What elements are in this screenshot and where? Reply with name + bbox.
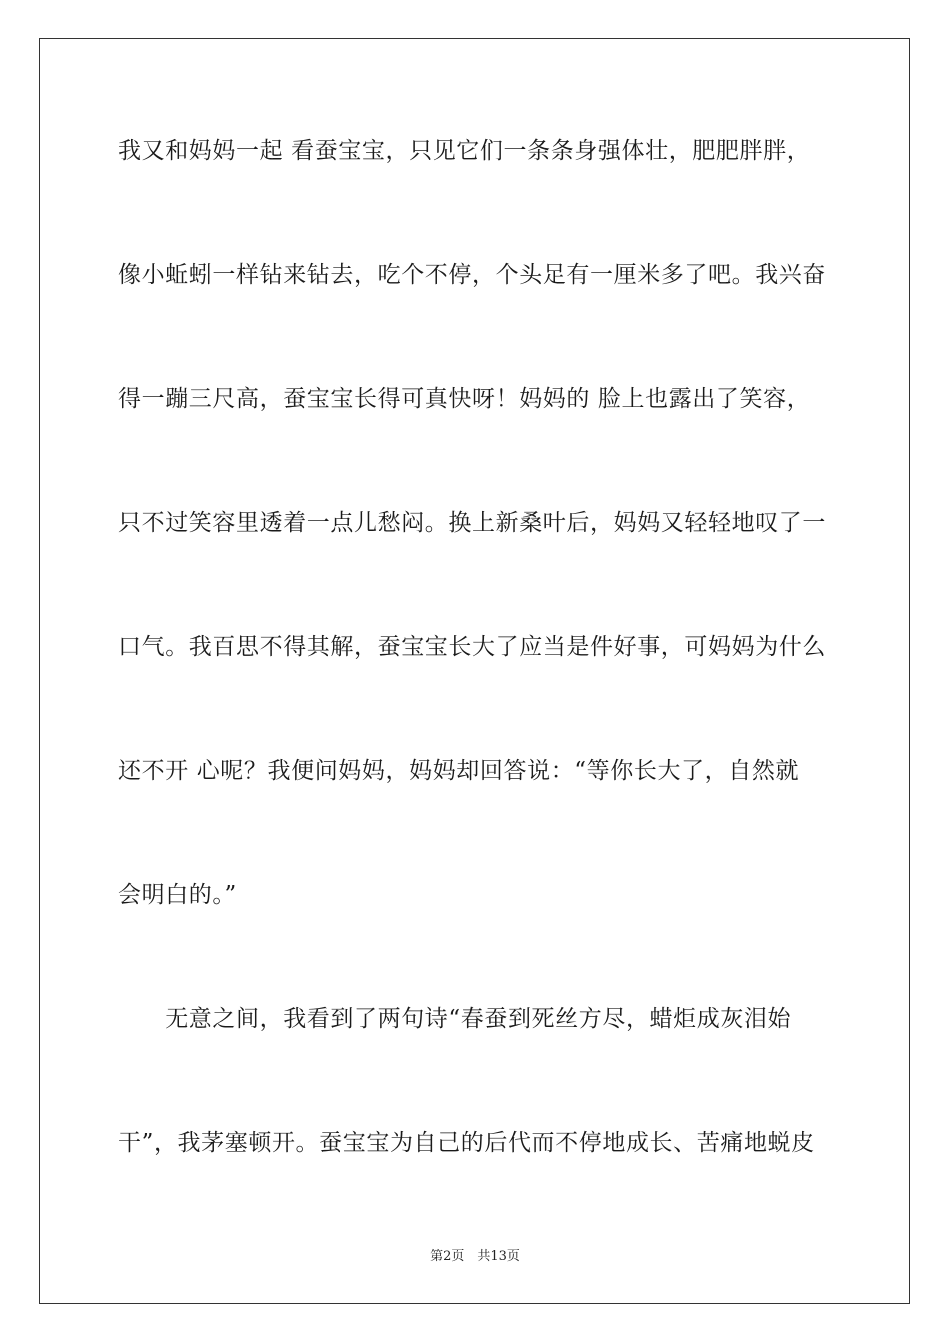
paragraph-line: 得一蹦三尺高，蚕宝宝长得可真快呀！妈妈的 脸上也露出了笑容， xyxy=(118,386,811,412)
paragraph-line: 我又和妈妈一起 看蚕宝宝，只见它们一条条身强体壮，肥肥胖胖， xyxy=(118,138,811,164)
paragraph-line: 像小蚯蚓一样钻来钻去，吃个不停，个头足有一厘米多了吧。我兴奋 xyxy=(118,262,826,288)
page-number-footer: 第2页 共13页 xyxy=(430,1249,520,1264)
paragraph-line: 还不开 心呢？我便问妈妈，妈妈却回答说：“等你长大了，自然就 xyxy=(118,758,800,784)
paragraph-line: 干”，我茅塞顿开。蚕宝宝为自己的后代而不停地成长、苦痛地蜕皮 xyxy=(118,1130,815,1156)
paragraph-line: 口气。我百思不得其解，蚕宝宝长大了应当是件好事，可妈妈为什么 xyxy=(118,634,826,660)
paragraph-line: 会明白的。” xyxy=(118,882,237,908)
paragraph-line: 只不过笑容里透着一点儿愁闷。换上新桑叶后，妈妈又轻轻地叹了一 xyxy=(118,510,826,536)
page-border xyxy=(39,38,910,1304)
paragraph-line: 无意之间，我看到了两句诗“春蚕到死丝方尽，蜡炬成灰泪始 xyxy=(118,1006,792,1032)
